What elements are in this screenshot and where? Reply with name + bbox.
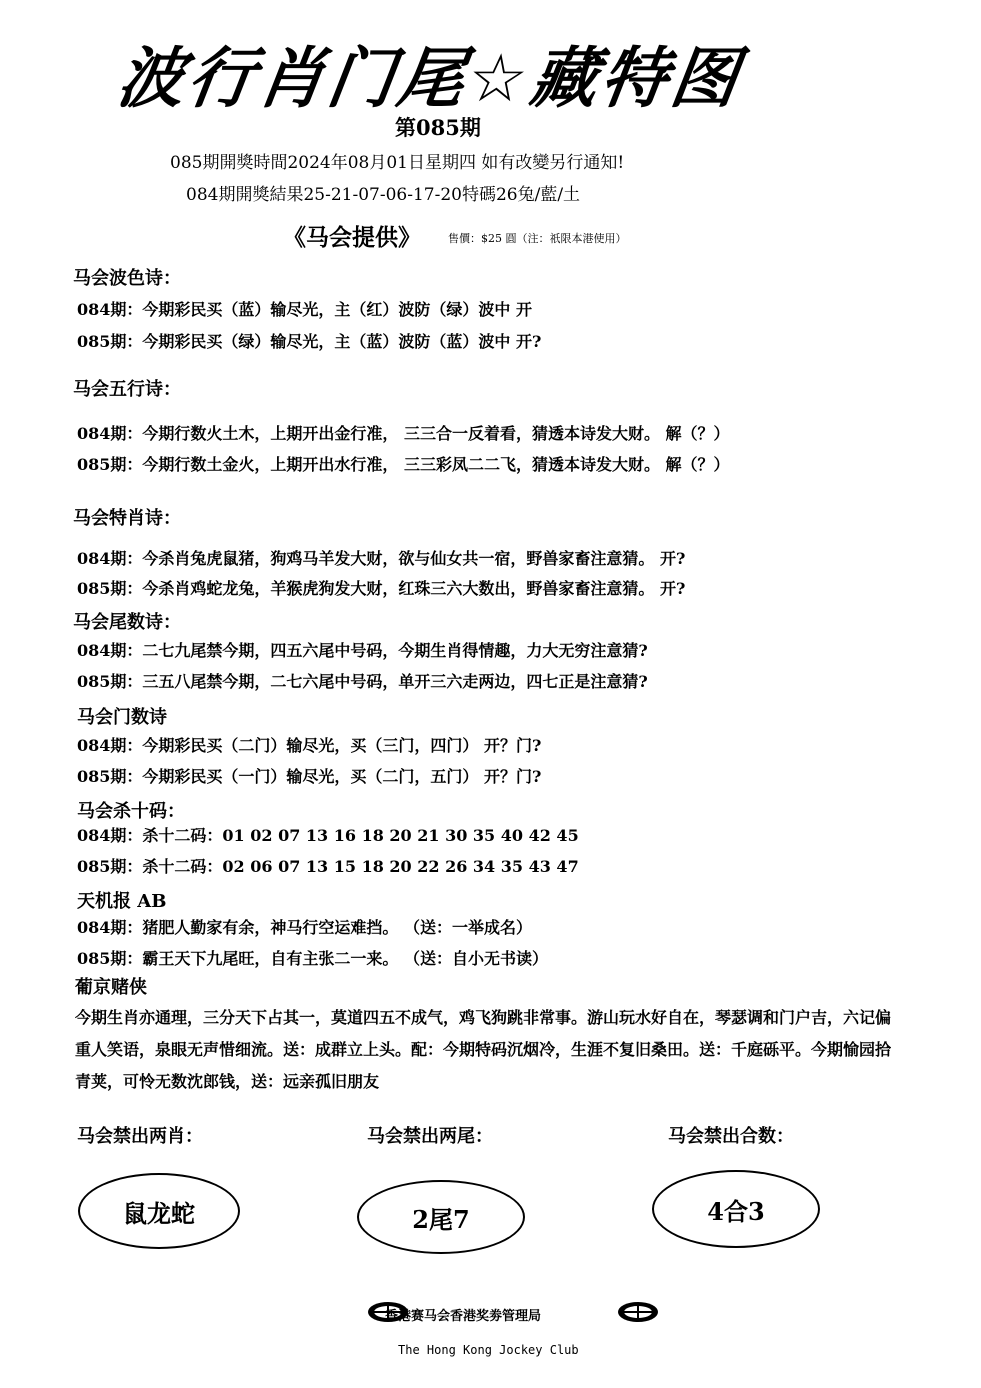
tail-poem-line-084: 084期：二七九尾禁今期，四五六尾中号码，今期生肖得情趣，力大无穷注意猜? xyxy=(77,641,648,660)
jockey-club-en: The Hong Kong Jockey Club xyxy=(398,1343,579,1357)
banned-sum-oval xyxy=(652,1170,820,1248)
zodiac-poem-line-085: 085期：今杀肖鸡蛇龙兔，羊猴虎狗发大财，红珠三六大数出，野兽家畜注意猜。 开? xyxy=(77,579,686,598)
banned-zodiac-value: 鼠龙蛇 xyxy=(123,1198,195,1228)
color-poem-heading: 马会波色诗： xyxy=(73,268,181,289)
banned-tail-value: 2尾7 xyxy=(412,1204,470,1234)
tail-poem-heading: 马会尾数诗： xyxy=(73,612,181,633)
draw-time: 085期開獎時間2024年08月01日星期四 如有改變另行通知! xyxy=(170,153,625,173)
jockey-club-cn: 香港赛马会香港奖劵管理局 xyxy=(385,1309,542,1324)
five-elements-line-085: 085期：今期行数土金火，上期开出水行准， 三三彩凤二二飞，猜透本诗发大财。 解（？） xyxy=(77,455,730,474)
provided-by: 《马会提供》 xyxy=(283,224,421,251)
kill-numbers-line-084: 084期：杀十二码：01 02 07 13 16 18 20 21 30 35 40 42 45 xyxy=(77,826,579,845)
color-poem-line-085: 085期：今期彩民买（绿）输尽光，主（蓝）波防（蓝）波中 开? xyxy=(77,332,542,351)
five-elements-line-084: 084期：今期行数火土木，上期开出金行准， 三三合一反着看，猜透本诗发大财。 解（？） xyxy=(77,424,730,443)
tianji-line-084: 084期：猪肥人勤家有余，神马行空运难挡。 （送：一举成名） xyxy=(77,918,532,937)
last-result: 084期開獎結果25-21-07-06-17-20特碼26兔/藍/土 xyxy=(186,185,581,205)
banned-tail-oval xyxy=(357,1180,525,1254)
five-elements-heading: 马会五行诗： xyxy=(73,379,181,400)
tail-poem-line-085: 085期：三五八尾禁今期，二七六尾中号码，单开三六走两边，四七正是注意猜? xyxy=(77,672,648,691)
kill-numbers-line-085: 085期：杀十二码：02 06 07 13 15 18 20 22 26 34 35 43 47 xyxy=(77,857,579,876)
banned-sum-value: 4合3 xyxy=(707,1196,765,1226)
tianji-heading: 天机报 AB xyxy=(77,891,167,912)
banned-zodiac-oval xyxy=(78,1173,240,1249)
tianji-line-085: 085期：霸王天下九尾旺，自有主张二一来。 （送：自小无书读） xyxy=(77,949,548,968)
color-poem-line-084: 084期：今期彩民买（蓝）输尽光，主（红）波防（绿）波中 开 xyxy=(77,300,532,319)
macau-gambler-heading: 葡京赌侠 xyxy=(75,977,147,998)
page-title: 波行肖门尾☆藏特图 xyxy=(112,40,747,117)
price-note: 售價：$25 圓（注：祇限本港使用） xyxy=(448,232,627,245)
kill-numbers-heading: 马会杀十码： xyxy=(77,801,185,822)
banned-zodiac-label: 马会禁出两肖： xyxy=(77,1126,203,1147)
jockey-club-logo-right-icon xyxy=(616,1300,660,1324)
zodiac-poem-line-084: 084期：今杀肖兔虎鼠猪，狗鸡马羊发大财，欲与仙女共一宿，野兽家畜注意猜。 开? xyxy=(77,549,686,568)
zodiac-poem-heading: 马会特肖诗： xyxy=(73,508,181,529)
banned-sum-label: 马会禁出合数： xyxy=(668,1126,794,1147)
banned-tail-label: 马会禁出两尾： xyxy=(367,1126,493,1147)
door-poem-line-085: 085期：今期彩民买（一门）输尽光，买（二门，五门） 开？门? xyxy=(77,767,542,786)
door-poem-heading: 马会门数诗 xyxy=(77,707,167,728)
macau-gambler-text: 今期生肖亦通理，三分天下占其一，莫道四五不成气，鸡飞狗跳非常事。游山玩水好自在，琴瑟调和门户吉，六记偏重人笑语，泉眼无声惜细流。送：成群立上头。配：今期特码沉烟冷，生涯不复旧桑田。送：千庭砾平。今期愉园拾青荚，可怜无数沈郎钱，送：远亲孤旧朋友 xyxy=(75,1008,892,1091)
issue-number: 第085期 xyxy=(395,115,481,140)
door-poem-line-084: 084期：今期彩民买（二门）输尽光，买（三门，四门） 开？门? xyxy=(77,736,542,755)
